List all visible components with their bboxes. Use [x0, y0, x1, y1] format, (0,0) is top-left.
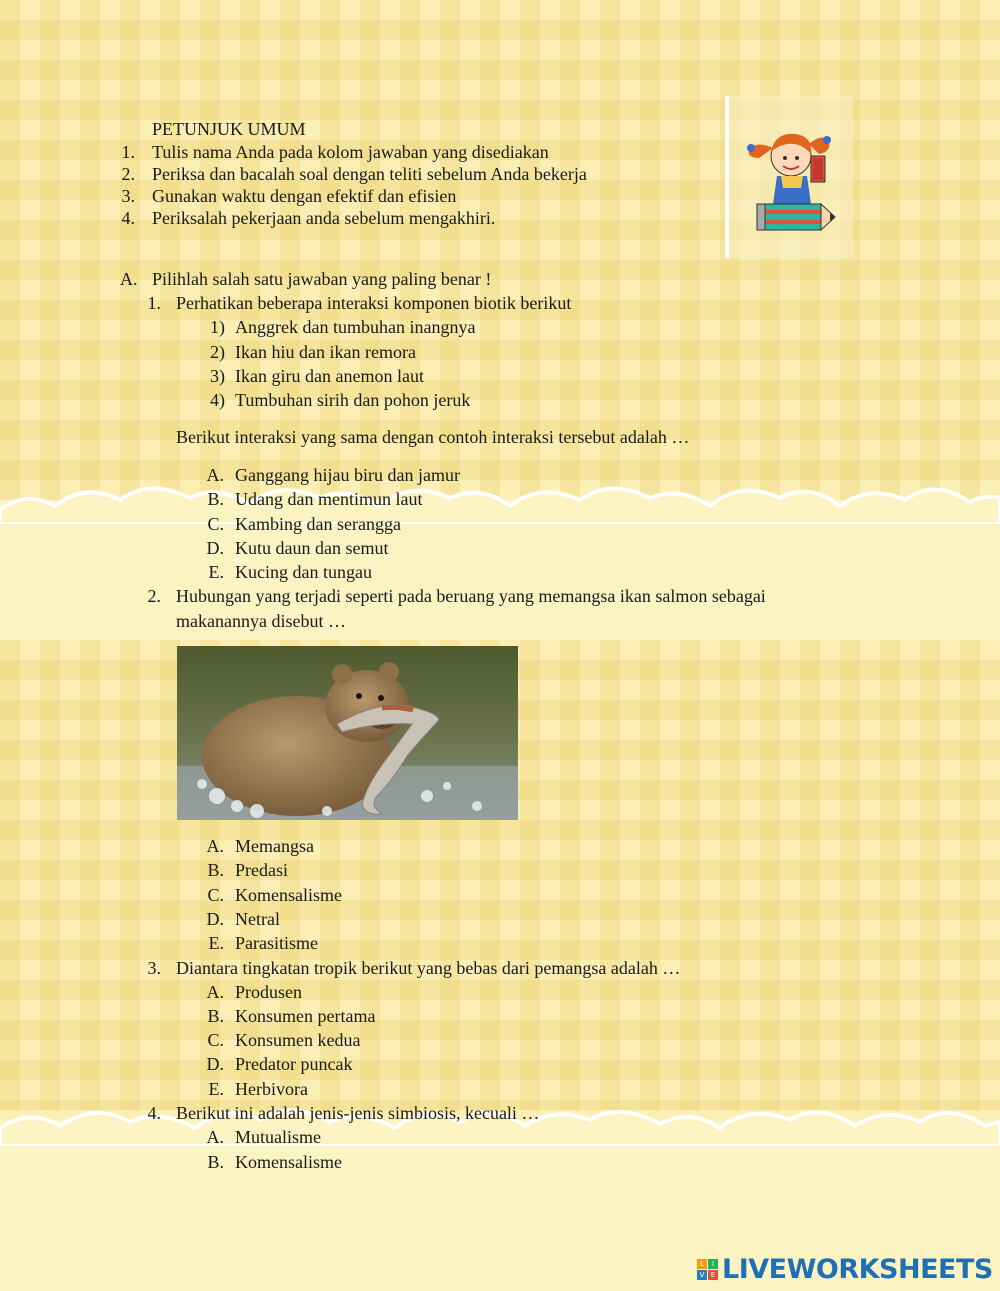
- question-number: 2.: [147, 586, 161, 606]
- list-number: 2): [210, 342, 225, 362]
- bear-catching-salmon-photo: [177, 646, 518, 820]
- instruction-item: Gunakan waktu dengan efektif dan efisien: [152, 186, 457, 206]
- answer-option[interactable]: Komensalisme: [235, 885, 342, 905]
- answer-option[interactable]: Netral: [235, 909, 280, 929]
- answer-option[interactable]: Udang dan mentimun laut: [235, 489, 423, 509]
- logo-block: E: [708, 1270, 718, 1280]
- instruction-number: 3.: [121, 186, 135, 206]
- answer-option[interactable]: Konsumen kedua: [235, 1030, 361, 1050]
- answer-option[interactable]: Kutu daun dan semut: [235, 538, 389, 558]
- list-number: 3): [210, 366, 225, 386]
- cloud-wave-divider-top: [0, 476, 1000, 524]
- option-letter: A.: [206, 465, 224, 485]
- question-number: 4.: [147, 1103, 161, 1123]
- option-letter: E.: [208, 562, 224, 582]
- question-stem-continued: makanannya disebut …: [176, 611, 346, 631]
- option-letter: B.: [207, 860, 224, 880]
- instruction-number: 2.: [121, 164, 135, 184]
- option-letter: C.: [207, 1030, 224, 1050]
- answer-option[interactable]: Konsumen pertama: [235, 1006, 376, 1026]
- option-letter: E.: [208, 1079, 224, 1099]
- option-letter: A.: [206, 836, 224, 856]
- answer-option[interactable]: Komensalisme: [235, 1152, 342, 1172]
- option-letter: A.: [206, 1127, 224, 1147]
- answer-option[interactable]: Kambing dan serangga: [235, 514, 401, 534]
- option-letter: E.: [208, 933, 224, 953]
- option-letter: C.: [207, 885, 224, 905]
- girl-on-pencil-illustration: [725, 96, 853, 258]
- option-letter: D.: [206, 538, 224, 558]
- instruction-number: 4.: [121, 208, 135, 228]
- answer-option[interactable]: Memangsa: [235, 836, 314, 856]
- question-stem: Hubungan yang terjadi seperti pada beruang yang memangsa ikan salmon sebagai: [176, 586, 766, 606]
- logo-blocks-icon: [697, 1259, 718, 1280]
- answer-option[interactable]: Mutualisme: [235, 1127, 321, 1147]
- question-stem: Diantara tingkatan tropik berikut yang bebas dari pemangsa adalah …: [176, 958, 681, 978]
- option-letter: C.: [207, 514, 224, 534]
- logo-text: LIVEWORKSHEETS: [722, 1253, 993, 1285]
- instruction-item: Periksa dan bacalah soal dengan teliti sebelum Anda bekerja: [152, 164, 587, 184]
- option-letter: B.: [207, 489, 224, 509]
- list-item: Tumbuhan sirih dan pohon jeruk: [235, 390, 471, 410]
- question-stem: Perhatikan beberapa interaksi komponen biotik berikut: [176, 293, 572, 313]
- list-item: Ikan hiu dan ikan remora: [235, 342, 416, 362]
- question-number: 3.: [147, 958, 161, 978]
- instructions-heading: PETUNJUK UMUM: [152, 119, 306, 139]
- logo-block: L: [697, 1259, 707, 1269]
- answer-option[interactable]: Produsen: [235, 982, 302, 1002]
- list-number: 1): [210, 317, 225, 337]
- answer-option[interactable]: Kucing dan tungau: [235, 562, 372, 582]
- logo-block: I: [708, 1259, 718, 1269]
- list-number: 4): [210, 390, 225, 410]
- option-letter: B.: [207, 1152, 224, 1172]
- option-letter: D.: [206, 909, 224, 929]
- answer-option[interactable]: Parasitisme: [235, 933, 318, 953]
- answer-option[interactable]: Herbivora: [235, 1079, 308, 1099]
- liveworksheets-logo[interactable]: [697, 1254, 993, 1284]
- answer-option[interactable]: Predator puncak: [235, 1054, 353, 1074]
- option-letter: B.: [207, 1006, 224, 1026]
- instruction-item: Periksalah pekerjaan anda sebelum mengakhiri.: [152, 208, 496, 228]
- option-letter: A.: [206, 982, 224, 1002]
- section-letter: A.: [120, 269, 138, 289]
- question-prompt: Berikut interaksi yang sama dengan contoh interaksi tersebut adalah …: [176, 427, 690, 447]
- logo-block: V: [697, 1270, 707, 1280]
- instruction-item: Tulis nama Anda pada kolom jawaban yang disediakan: [152, 142, 549, 162]
- answer-option[interactable]: Ganggang hijau biru dan jamur: [235, 465, 460, 485]
- question-stem: Berikut ini adalah jenis-jenis simbiosis, kecuali …: [176, 1103, 540, 1123]
- list-item: Ikan giru dan anemon laut: [235, 366, 424, 386]
- question-number: 1.: [147, 293, 161, 313]
- instruction-number: 1.: [121, 142, 135, 162]
- list-item: Anggrek dan tumbuhan inangnya: [235, 317, 476, 337]
- section-title: Pilihlah salah satu jawaban yang paling benar !: [152, 269, 492, 289]
- option-letter: D.: [206, 1054, 224, 1074]
- answer-option[interactable]: Predasi: [235, 860, 288, 880]
